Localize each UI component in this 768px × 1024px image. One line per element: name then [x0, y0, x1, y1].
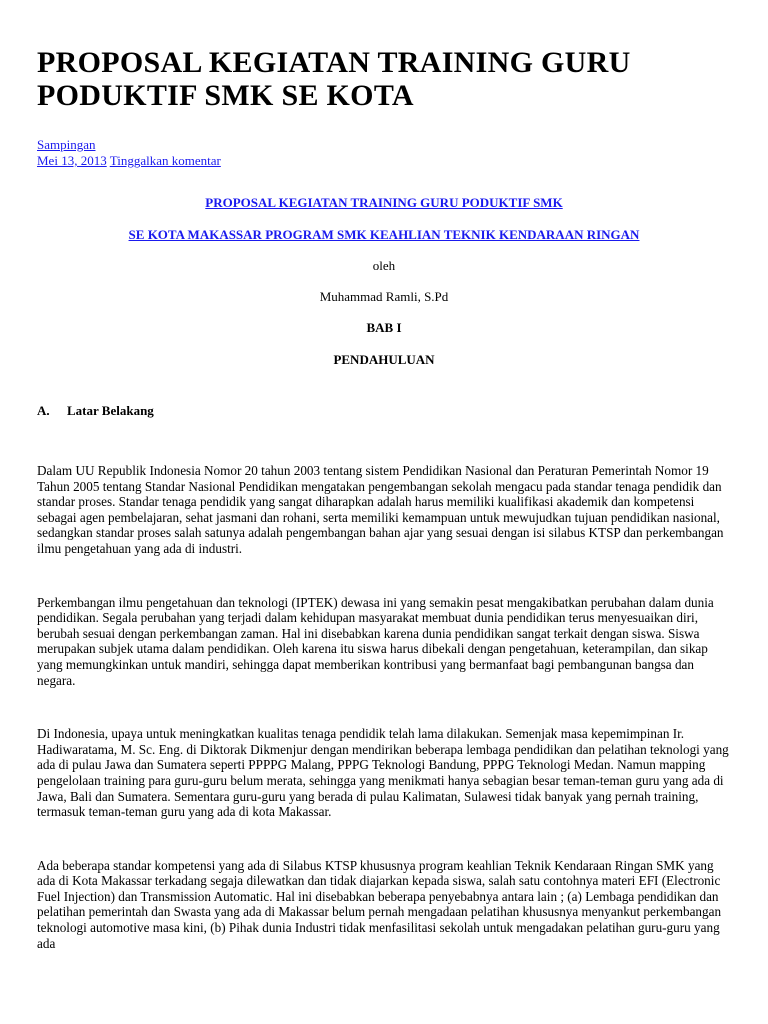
chapter-number: BAB I: [366, 320, 402, 335]
proposal-heading-line2-wrap: [37, 227, 731, 243]
section-number: A.: [37, 403, 50, 418]
page-title: PROPOSAL KEGIATAN TRAINING GURU PODUKTIF SMK SE KOTA: [37, 46, 631, 112]
section-heading: [37, 403, 731, 419]
category-link[interactable]: Sampingan: [37, 137, 96, 152]
proposal-heading-line1-wrap: [37, 195, 731, 211]
post-meta: [37, 137, 731, 169]
comment-link[interactable]: Tinggalkan komentar: [109, 153, 221, 168]
paragraph: Perkembangan ilmu pengetahuan dan teknologi (IPTEK) dewasa ini yang semakin pesat mengakibatkan perubahan dalam dunia pendidikan. Segala perubahan yang terjadi dalam kehidupan masyarakat membuat dunia pendidikan terus menyesuaikan diri, berubah sesuai dengan perkembangan zaman. Hal ini disebabkan karena dunia pendidikan sangat terkait dengan siswa. Siswa merupakan subjek utama dalam pendidikan. Oleh karena itu siswa harus dibekali dengan pengetahuan, keterampilan, dan sikap yang memungkinkan untuk mandiri, sehingga dapat memberikan kontribusi yang bermanfaat bagi pembangunan bangsa dan negara.: [37, 594, 714, 688]
paragraph: Ada beberapa standar kompetensi yang ada di Silabus KTSP khususnya program keahlian Teknik Kendaraan Ringan SMK yang ada di Kota Makassar terkadang segaja dilewatkan dan tidak diajarkan kepada siswa, salah satu contohnya materi EFI (Electronic Fuel Injection) dan Transmission Automatic. Hal ini disebabkan beberapa penyebabnya antara lain ; (a) Lembaga pendidikan dan pelatihan pemerintah dan Swasta yang ada di Makassar belum pernah mengadaan pelatihan khususnya menyankut perkembangan teknologi automotive masa kini, (b) Pihak dunia Industri tidak menfasilitasi sekolah untuk mengadakan pelatihan guru-guru yang ada: [37, 857, 722, 951]
by-label: oleh: [372, 258, 396, 273]
chapter-title: PENDAHULUAN: [333, 352, 435, 367]
paragraph: Dalam UU Republik Indonesia Nomor 20 tahun 2003 tentang sistem Pendidikan Nasional dan Peraturan Pemerintah Nomor 19 Tahun 2005 tentang Standar Nasional Pendidikan mengatakan pengembangan sekolah mengacu pada standar tenaga pendidik dan standar proses. Standar tenaga pendidik yang sangat diharapkan adalah harus memiliki kualifikasi akademik dan kompetensi sebagai agen pembelajaran, sehat jasmani dan rohani, serta memiliki kemampuan untuk mewujudkan tujuan pendidikan nasional, sedangkan standar proses salah satunya adalah pengembangan bahan ajar yang sesuai dengan isi silabus KTSP dan perkembangan ilmu pengetahuan yang ada di industri.: [37, 463, 724, 556]
paragraph: Di Indonesia, upaya untuk meningkatkan kualitas tenaga pendidik telah lama dilakukan. Semenjak masa kepemimpinan Ir. Hadiwaratama, M. Sc. Eng. di Diktorak Dikmenjur dengan mendirikan beberapa lembaga pendidikan dan pelatihan teknologi yang ada di pulau Jawa dan Sumatera seperti PPPPG Malang, PPPG Teknologi Bandung, PPPG Teknologi Medan. Namun mapping pengelolaan training para guru-guru belum merata, sehingga yang menikmati hanya sebagian besar teman-teman guru yang ada di Jawa, Bali dan Sumatera. Sementara guru-guru yang berada di pulau Kalimatan, Sulawesi tidak banyak yang pernah training, termasuk teman-teman guru yang ada di kota Makassar.: [37, 726, 729, 820]
proposal-heading-line2[interactable]: SE KOTA MAKASSAR PROGRAM SMK KEAHLIAN TEKNIK KENDARAAN RINGAN: [128, 227, 640, 242]
section-title: Latar Belakang: [67, 403, 154, 418]
proposal-heading-line1[interactable]: PROPOSAL KEGIATAN TRAINING GURU PODUKTIF SMK: [205, 195, 563, 210]
date-link[interactable]: Mei 13, 2013: [37, 153, 107, 168]
author-name: Muhammad Ramli, S.Pd: [319, 289, 449, 304]
